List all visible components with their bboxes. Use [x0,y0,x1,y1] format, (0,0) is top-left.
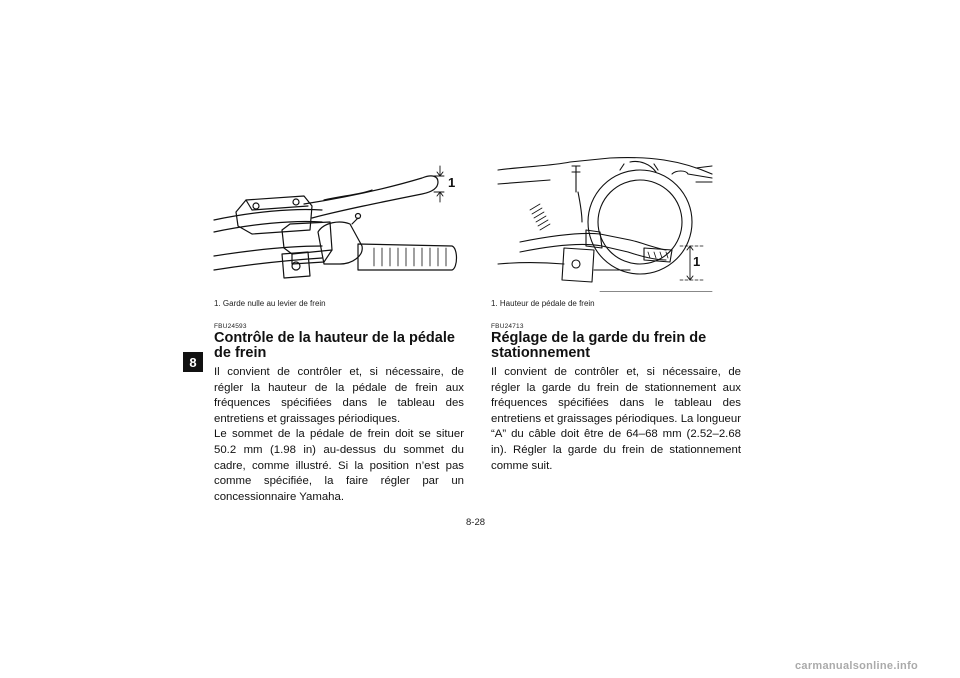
left-figure-callout: 1 [448,175,456,190]
brake-lever-illustration [212,160,470,288]
left-paragraph-1: Il convient de contrôler et, si nécessaire, de régler la hauteur de la pédale de frein aux fréquences spécifiées dans le tableau des entretiens et graissages périodiques. [214,366,464,425]
right-figure-caption: 1. Hauteur de pédale de frein [491,299,595,308]
right-body [491,365,741,474]
right-paragraph-1: Il convient de contrôler et, si nécessaire, de régler la garde du frein de stationnement aux fréquences spécifiées dans le tableau des entretiens et graissages périodiques. La longueur “A” du câble doit être de 64–68 mm (2.52–2.68 in). Régler la garde du frein de stationnement comme suit. [491,366,741,472]
left-section-code: FBU24593 [214,323,247,330]
left-body [214,365,464,505]
section-tab: 8 [183,352,203,372]
right-section-code: FBU24713 [491,323,524,330]
brake-pedal-illustration [490,152,714,292]
page-number: 8-28 [466,517,486,528]
left-paragraph-2: Le sommet de la pédale de frein doit se situer 50.2 mm (1.98 in) au-dessus du sommet du cadre, comme illustré. Si la position n’est pas comme spécifiée, la faire régler par un concessionnaire Yamaha. [214,428,464,503]
left-heading: Contrôle de la hauteur de la pédale de frein [214,330,455,361]
footer-watermark: carmanualsonline.info [795,660,919,672]
right-heading: Réglage de la garde du frein de stationnement [491,330,707,361]
right-figure-callout: 1 [693,254,701,269]
left-figure-caption: 1. Garde nulle au levier de frein [214,299,326,308]
